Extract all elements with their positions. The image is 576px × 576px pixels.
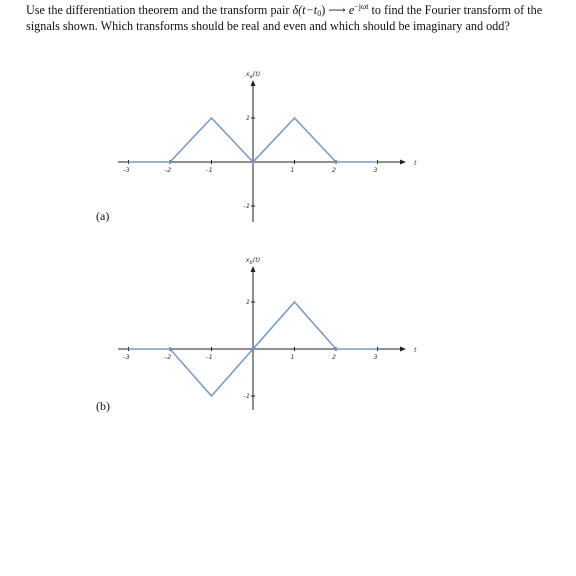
y-tick-label: 1 bbox=[245, 298, 250, 306]
x-tick-label: 1 bbox=[290, 353, 295, 361]
pair-exp: −jωt bbox=[354, 2, 369, 11]
x-tick-label: 3 bbox=[373, 166, 378, 174]
x-tick-label: 2 bbox=[331, 353, 337, 361]
y-tick-label: 1 bbox=[245, 114, 250, 122]
y-axis-title: $x_b(t)$ bbox=[245, 256, 261, 266]
x-tick-label: -3 bbox=[123, 166, 130, 174]
x-tick-label: 1 bbox=[290, 166, 295, 174]
x-tick-label: -2 bbox=[164, 353, 172, 361]
x-tick-label: -1 bbox=[206, 166, 213, 174]
problem-text-1: Use the differentiation theorem and the transform pair bbox=[26, 3, 293, 17]
y-axis-title: $x_a(t)$ bbox=[245, 70, 261, 80]
pair-lhs: δ(t−t bbox=[292, 3, 318, 17]
pair-arrow: ⟶ bbox=[325, 3, 349, 17]
x-tick-label: -1 bbox=[206, 353, 213, 361]
pair-rhs: e bbox=[348, 3, 355, 17]
x-axis-arrow bbox=[400, 347, 406, 352]
x-axis-title: t bbox=[414, 346, 417, 354]
problem-text-2: to find the Fourier transform of the signals shown. Which transforms should be real and even and which should be imaginary and odd? bbox=[26, 3, 543, 33]
x-tick-label: 2 bbox=[331, 166, 337, 174]
x-tick-label: 3 bbox=[373, 353, 378, 361]
y-tick-label: -1 bbox=[243, 392, 250, 400]
pair-sub: 0 bbox=[317, 9, 322, 18]
x-tick-label: -2 bbox=[164, 166, 172, 174]
part-label-a: (a) bbox=[96, 209, 110, 223]
y-axis-arrow bbox=[251, 266, 256, 272]
x-axis-title: t bbox=[414, 159, 417, 167]
part-label-b: (b) bbox=[96, 399, 110, 413]
x-tick-label: -3 bbox=[123, 353, 130, 361]
pair-close: ) bbox=[321, 3, 326, 17]
y-tick-label: -1 bbox=[243, 202, 250, 210]
